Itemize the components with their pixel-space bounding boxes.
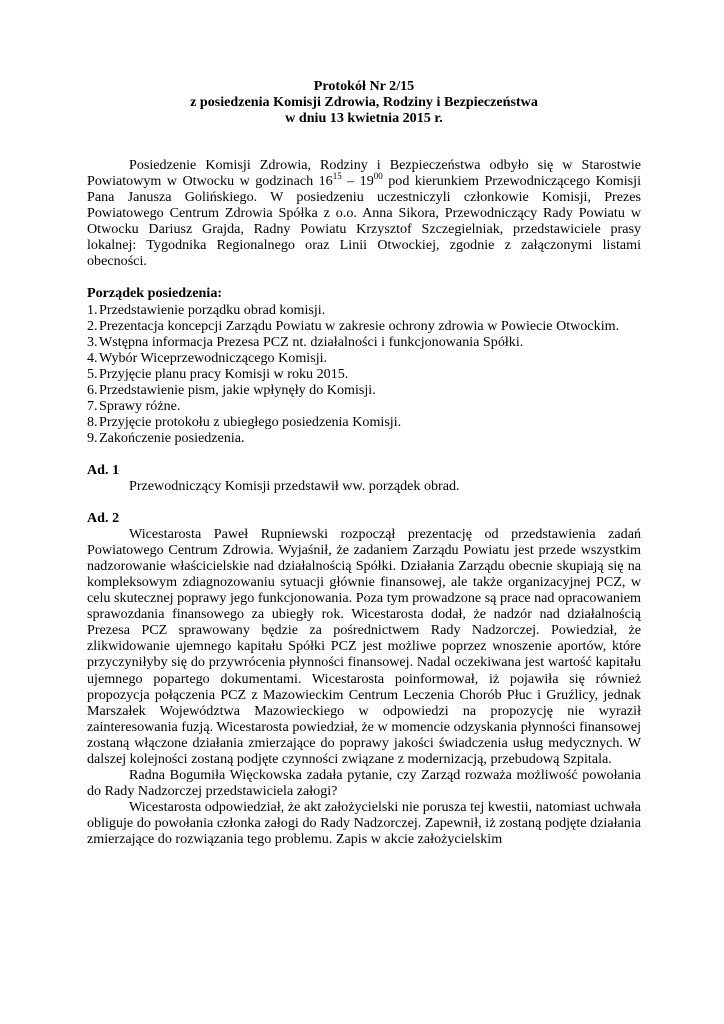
agenda-item-number: 8. xyxy=(87,413,98,430)
agenda-item xyxy=(87,318,641,334)
agenda-item-text: Wstępna informacja Prezesa PCZ nt. działalności i funkcjonowania Spółki. xyxy=(99,333,524,350)
agenda-item-text: Prezentacja koncepcji Zarządu Powiatu w zakresie ochrony zdrowia w Powiecie Otwockim. xyxy=(99,317,620,334)
agenda-item xyxy=(87,398,641,414)
agenda-item-text: Przyjęcie planu pracy Komisji w roku 2015. xyxy=(99,365,349,382)
agenda-item-number: 3. xyxy=(87,333,98,350)
agenda-item-number: 7. xyxy=(87,397,98,414)
title-line-commission: z posiedzenia Komisji Zdrowia, Rodziny i Bezpieczeństwa xyxy=(190,94,538,111)
intro-text-start: Posiedzenie Komisji Zdrowia, Rodziny i Bezpieczeństwa odbyło się w Starostwie Powiatowym w Otwocku w godzinach 16 xyxy=(87,157,641,190)
time-range-end: – 19 xyxy=(341,173,374,190)
end-time-minutes: 00 xyxy=(373,170,383,181)
ad2-paragraph: Wicestarosta Paweł Rupniewski rozpoczął prezentację od przedstawienia zadań Powiatowego Centrum Zdrowia. Wyjaśnił, że zadaniem Zarządu Powiatu jest przede wszystkim nadzorowanie właścicielskie nad działalnością Spółki. Działania Zarządu obecnie skupiają się na kompleksowym zdiagnozowaniu sytuacji głównie finansowej, ale także organizacyjnej PCZ, w celu skutecznej poprawy jego funkcjonowania. Poza tym prowadzone są prace nad opracowaniem sprawozdania finansowego za ubiegły rok. Wicestarosta dodał, że nadzór nad działalnością Prezesa PCZ sprawowany będzie za pośrednictwem Rady Nadzorczej. Powiedział, że zlikwidowanie ujemnego kapitału Spółki PCZ jest możliwe poprzez wnoszenie aportów, które przyczyniłyby się do przywrócenia płynności finansowej. Nadal oczekiwana jest wartość kapitału ujemnego popartego dokumentami. Wicestarosta poinformował, iż pojawiła się również propozycja połączenia PCZ z Mazowieckim Centrum Leczenia Chorób Płuc i Gruźlicy, jednak Marszałek Województwa Mazowieckiego w odpowiedzi na propozycję nie wyraził zainteresowania fuzją. Wicestarosta powiedział, że w momencie odzyskania płynności finansowej zostaną włączone działania zmierzające do poprawy jakości świadczenia usług medycznych. W dalszej kolejności zostaną podjęte czynności związane z modernizacją, przebudową Szpitala. xyxy=(87,526,641,767)
agenda-item-number: 5. xyxy=(87,365,98,382)
agenda-item-text: Wybór Wiceprzewodniczącego Komisji. xyxy=(99,349,328,366)
agenda-item-number: 1. xyxy=(87,301,98,318)
intro-paragraph xyxy=(87,157,641,269)
agenda-item xyxy=(87,382,641,398)
agenda-item xyxy=(87,350,641,366)
document-page xyxy=(87,78,641,847)
agenda-item xyxy=(87,302,641,318)
ad2-paragraph: Wicestarosta odpowiedział, że akt założycielski nie porusza tej kwestii, natomiast uchwała obliguje do powołania członka załogi do Rady Nadzorczej. Zapewnił, iż zostaną podjęte działania zmierzające do rozwiązania tego problemu. Zapis w akcie założycielskim xyxy=(87,798,641,847)
agenda-item-number: 6. xyxy=(87,381,98,398)
agenda-item xyxy=(87,414,641,430)
agenda-item-text: Przyjęcie protokołu z ubiegłego posiedzenia Komisji. xyxy=(99,413,402,430)
agenda-item-text: Zakończenie posiedzenia. xyxy=(99,429,245,446)
agenda-item xyxy=(87,430,641,446)
agenda-item-text: Sprawy różne. xyxy=(99,397,181,414)
agenda-item-number: 9. xyxy=(87,429,98,446)
agenda-list xyxy=(87,302,641,446)
agenda-heading: Porządek posiedzenia: xyxy=(87,285,223,302)
agenda-item-text: Przedstawienie porządku obrad komisji. xyxy=(99,301,326,318)
ad2-heading: Ad. 2 xyxy=(87,510,120,527)
document-title xyxy=(87,78,641,126)
agenda-item-number: 2. xyxy=(87,317,98,334)
ad1-paragraph: Przewodniczący Komisji przedstawił ww. porządek obrad. xyxy=(129,477,460,494)
title-line-protocol-number: Protokół Nr 2/15 xyxy=(313,78,415,94)
intro-text-rest: pod kierunkiem Przewodniczącego Komisji Pana Janusza Golińskiego. W posiedzeniu uczestniczyli członkowie Komisji, Prezes Powiatowego Centrum Zdrowia Spółka z o.o. Anna Sikora, Przewodniczący Rady Powiatu w Otwocku Dariusz Grajda, Radny Powiatu Krzysztof Szczegielniak, przedstawiciele prasy lokalnej: Tygodnika Regionalnego oraz Linii Otwockiej, zgodnie z załączonymi listami obecności. xyxy=(87,173,641,270)
title-line-date: w dniu 13 kwietnia 2015 r. xyxy=(285,110,443,127)
agenda-item-text: Przedstawienie pism, jakie wpłynęły do Komisji. xyxy=(99,381,376,398)
agenda-item xyxy=(87,366,641,382)
ad2-paragraph: Radna Bogumiła Więckowska zadała pytanie, czy Zarząd rozważa możliwość powołania do Rady Nadzorczej przedstawiciela załogi? xyxy=(87,766,641,799)
agenda-item-number: 4. xyxy=(87,349,98,366)
start-time-minutes: 15 xyxy=(332,170,342,181)
ad1-heading: Ad. 1 xyxy=(87,461,120,478)
agenda-item xyxy=(87,334,641,350)
